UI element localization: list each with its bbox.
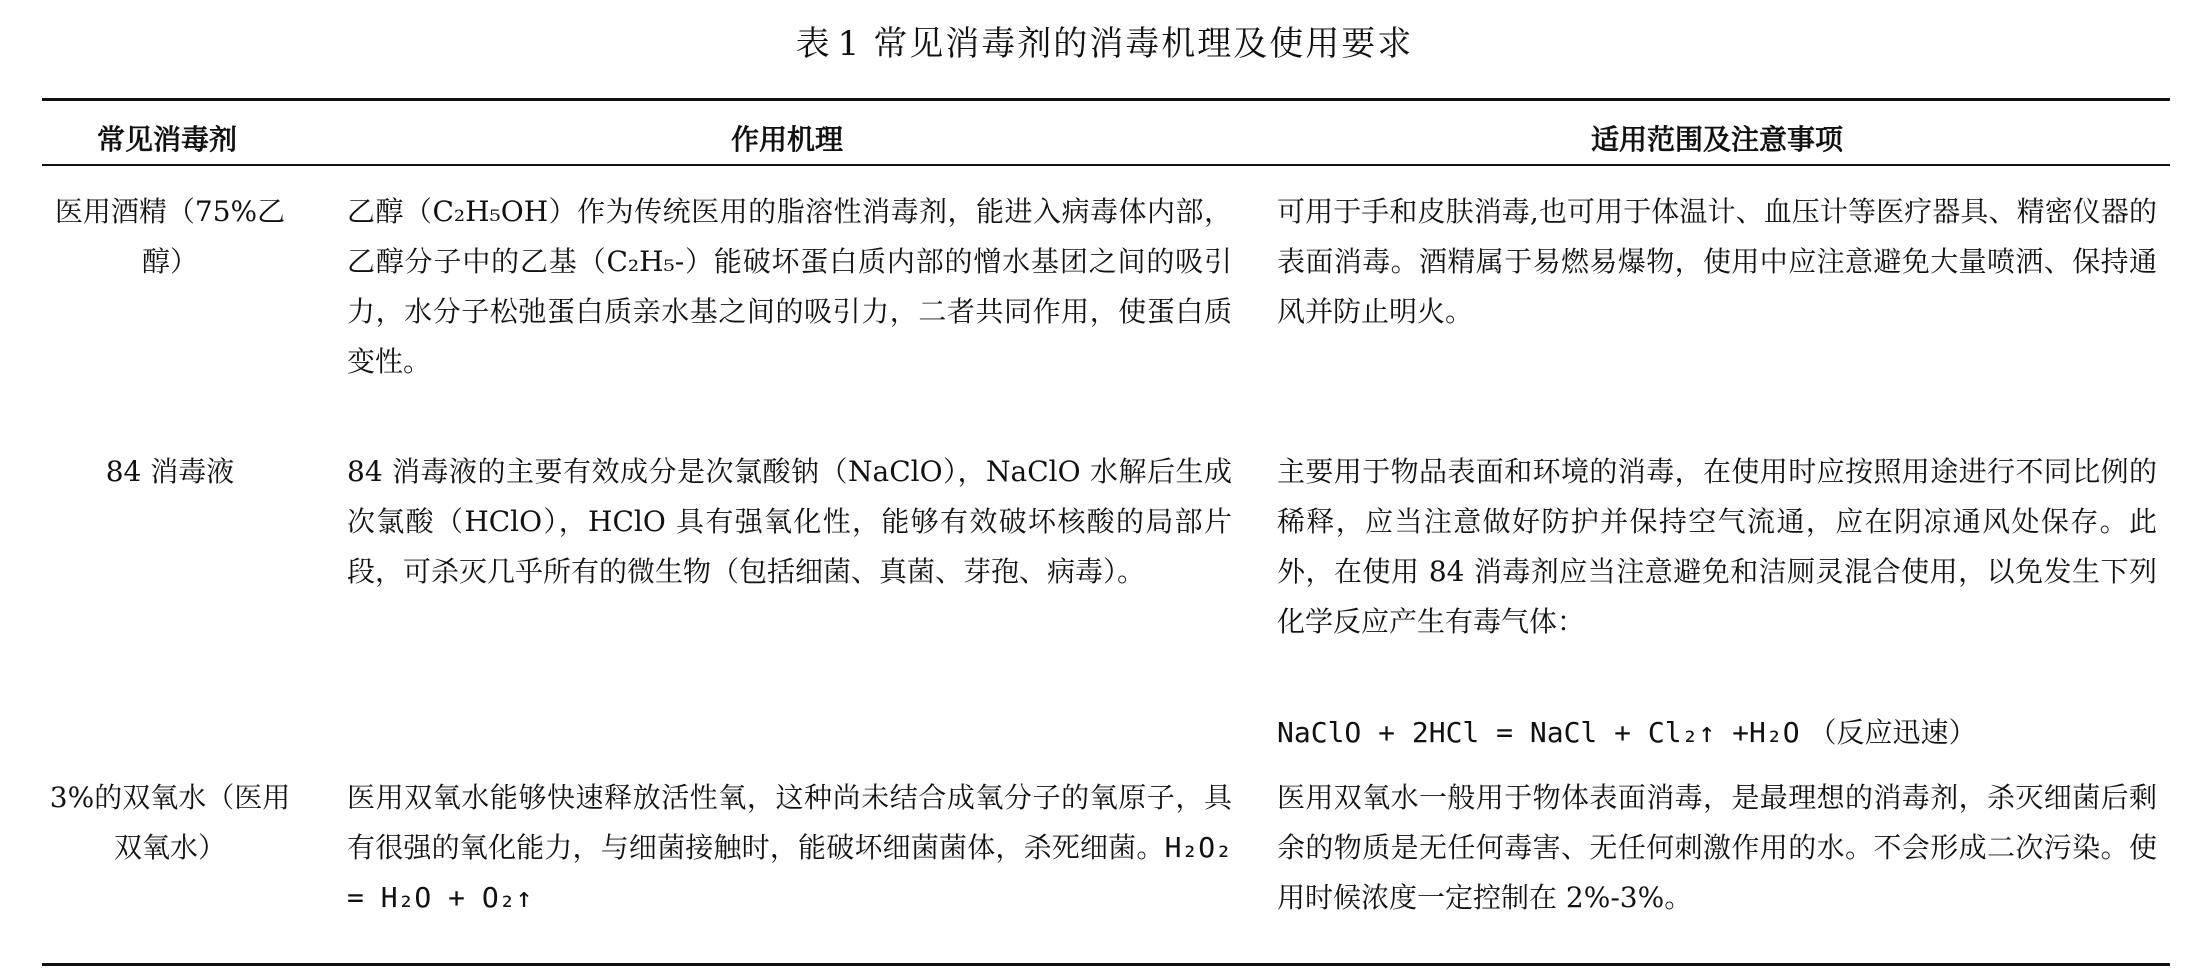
row1-disinfectant: 医用酒精（75%乙醇） [54, 195, 286, 278]
row3-usage: 医用双氧水一般用于物体表面消毒，是最理想的消毒剂，杀灭细菌后剩余的物质是无任何毒害、无任何刺激作用的水。不会形成二次污染。使用时候浓度一定控制在 2%-3%。 [1277, 781, 2157, 914]
row3-mechanism-equation: H₂O₂ = H₂O + O₂↑ [347, 831, 1232, 914]
table-header-rule [42, 164, 2170, 166]
column-header-mechanism: 作用机理 [730, 123, 843, 156]
table-header-row [42, 98, 2170, 164]
column-header-usage: 适用范围及注意事项 [1590, 123, 1843, 156]
table-bottom-rule [42, 963, 2170, 966]
row2-usage: 主要用于物品表面和环境的消毒，在使用时应按照用途进行不同比例的稀释，应当注意做好防护并保持空气流通，应在阴凉通风处保存。此外，在使用 84 消毒剂应当注意避免和洁厕灵混合使用，以免发生下列化学反应产生有毒气体： [1277, 455, 2157, 638]
caption-title: 常见消毒剂的消毒机理及使用要求 [873, 24, 1414, 64]
row2-disinfectant: 84 消毒液 [105, 455, 235, 488]
row2-equation-note: （反应迅速） [1808, 716, 1977, 749]
row2-usage-equation-line [1277, 708, 1977, 758]
row3-mechanism: 医用双氧水能够快速释放活性氧，这种尚未结合成氧分子的氧原子，具有很强的氧化能力，与细菌接触时，能破坏细菌菌体，杀死细菌。 [347, 781, 1232, 864]
caption-number: 1 [837, 24, 862, 64]
row1-usage: 可用于手和皮肤消毒,也可用于体温计、血压计等医疗器具、精密仪器的表面消毒。酒精属于易燃易爆物，使用中应注意避免大量喷洒、保持通风并防止明火。 [1277, 195, 2157, 328]
row2-mechanism: 84 消毒液的主要有效成分是次氯酸钠（NaClO），NaClO 水解后生成次氯酸（HClO），HClO 具有强氧化性，能够有效破坏核酸的局部片段，可杀灭几乎所有的微生物（包括细菌、真菌、芽孢、病毒）。 [347, 455, 1232, 588]
table-caption [0, 16, 2209, 65]
caption-label: 表 [795, 24, 832, 64]
row2-chemical-equation: NaClO + 2HCl = NaCl + Cl₂↑ +H₂O [1277, 716, 1800, 749]
row3-disinfectant: 3%的双氧水（医用双氧水） [49, 781, 291, 864]
row3-mechanism-block [347, 773, 1232, 923]
row1-mechanism: 乙醇（C₂H₅OH）作为传统医用的脂溶性消毒剂，能进入病毒体内部，乙醇分子中的乙基（C₂H₅-）能破坏蛋白质内部的憎水基团之间的吸引力，水分子松弛蛋白质亲水基之间的吸引力，二者共同作用，使蛋白质变性。 [347, 195, 1232, 378]
column-header-disinfectant: 常见消毒剂 [96, 123, 237, 156]
